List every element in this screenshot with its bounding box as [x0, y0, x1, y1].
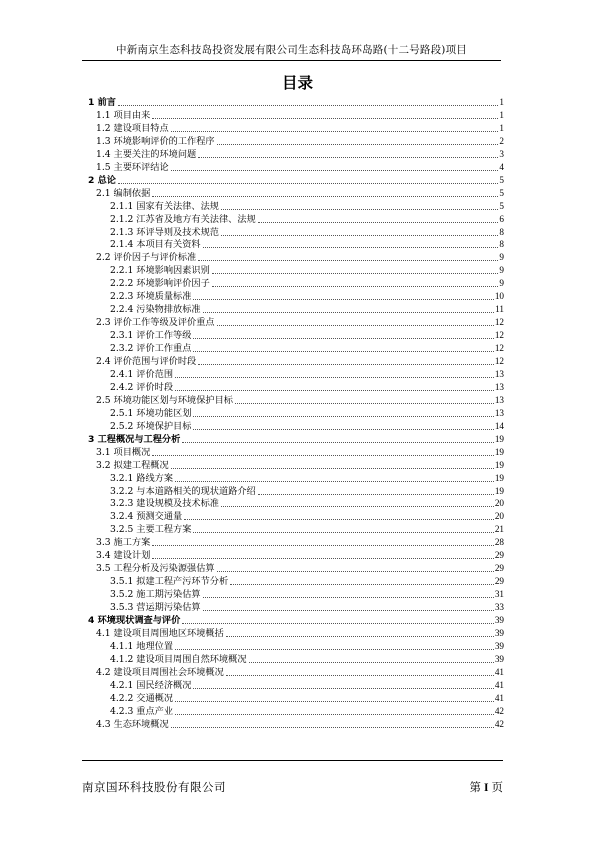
toc-entry[interactable] — [88, 200, 504, 212]
toc-dot-leader — [193, 428, 493, 430]
toc-entry-label: 3 工程概况与工程分析 — [88, 433, 181, 445]
toc-dot-leader — [235, 402, 494, 404]
toc-entry[interactable] — [88, 497, 504, 509]
toc-dot-leader — [175, 389, 494, 391]
toc-entry[interactable] — [88, 472, 504, 484]
toc-entry-page: 8 — [499, 239, 504, 250]
toc-entry[interactable] — [88, 627, 504, 639]
toc-dot-leader — [221, 208, 498, 210]
toc-entry-label: 2.3 评价工作等级及评价重点 — [96, 317, 215, 329]
toc-entry[interactable] — [88, 692, 504, 704]
toc-entry-page: 9 — [499, 252, 504, 263]
toc-entry-page: 9 — [499, 278, 504, 289]
toc-entry[interactable] — [88, 277, 504, 289]
toc-entry-page: 12 — [494, 356, 504, 366]
toc-entry-page: 21 — [494, 524, 504, 535]
toc-entry[interactable] — [88, 446, 504, 458]
toc-dot-leader — [152, 454, 494, 456]
toc-entry-label: 4.2.2 交通概况 — [110, 692, 174, 704]
toc-dot-leader — [203, 596, 494, 598]
footer-company: 南京国环科技股份有限公司 — [82, 780, 226, 794]
toc-entry-page: 2 — [499, 135, 504, 146]
toc-entry-label: 2.1.3 环评导则及技术规范 — [110, 226, 219, 238]
toc-dot-leader — [258, 221, 499, 223]
toc-entry[interactable] — [88, 718, 504, 730]
toc-entry-page: 5 — [499, 187, 504, 198]
toc-dot-leader — [171, 130, 499, 132]
toc-entry-page: 41 — [494, 666, 504, 677]
toc-dot-leader — [152, 195, 498, 197]
toc-entry-page: 20 — [494, 498, 504, 509]
toc-entry[interactable] — [88, 523, 504, 535]
toc-entry[interactable] — [88, 251, 504, 263]
toc-entry-label: 1.2 建设项目特点 — [96, 122, 169, 134]
toc-entry-label: 1 前言 — [88, 97, 116, 108]
toc-dot-leader — [221, 505, 494, 507]
toc-entry-page: 19 — [494, 472, 504, 483]
toc-entry-label: 3.1 项目概况 — [96, 446, 151, 458]
toc-entry-page: 4 — [499, 161, 504, 172]
toc-entry-page: 31 — [494, 589, 504, 600]
toc-entry-label: 2.3.1 评价工作等级 — [110, 330, 192, 342]
toc-dot-leader — [198, 156, 498, 158]
toc-entry-page: 33 — [494, 602, 504, 613]
page-title: 目录 — [281, 74, 313, 92]
toc-dot-leader — [230, 583, 494, 585]
toc-entry-label: 3.4 建设计划 — [96, 550, 151, 562]
toc-entry-label: 2.4 评价范围与评价时段 — [96, 356, 197, 367]
toc-entry-page: 12 — [494, 317, 504, 328]
toc-entry-label: 1.4 主要关注的环境问题 — [96, 148, 197, 160]
toc-dot-leader — [171, 726, 494, 728]
toc-dot-leader — [175, 648, 494, 650]
toc-entry[interactable] — [88, 135, 504, 147]
toc-entry-page: 29 — [494, 563, 504, 574]
toc-entry-label: 2.2.3 环境质量标准 — [110, 291, 192, 303]
toc-entry-label: 3.2.5 主要工程方案 — [110, 524, 192, 536]
toc-dot-leader — [182, 441, 494, 443]
toc-entry[interactable] — [88, 485, 504, 497]
toc-entry-label: 4.2.1 国民经济概况 — [110, 679, 192, 691]
toc-dot-leader — [258, 493, 494, 495]
toc-dot-leader — [184, 518, 494, 520]
toc-entry-page: 39 — [494, 653, 504, 664]
toc-entry[interactable] — [88, 433, 504, 445]
toc-entry-page: 3 — [499, 148, 504, 159]
toc-entry[interactable] — [88, 536, 504, 548]
toc-entry-label: 2 总论 — [88, 174, 116, 186]
toc-dot-leader — [152, 117, 498, 119]
toc-dot-leader — [152, 544, 494, 546]
toc-dot-leader — [118, 104, 498, 106]
toc-dot-leader — [193, 687, 493, 689]
toc-entry-label: 2.5 环境功能区划与环境保护目标 — [96, 394, 233, 406]
toc-entry-page: 19 — [494, 485, 504, 496]
toc-entry[interactable] — [88, 187, 504, 199]
toc-dot-leader — [226, 635, 494, 637]
toc-entry-page: 1 — [499, 122, 504, 133]
toc-entry-page: 42 — [494, 718, 504, 729]
toc-dot-leader — [182, 622, 494, 624]
toc-entry[interactable] — [88, 342, 504, 354]
footer-page-value: I — [484, 782, 489, 794]
toc-entry-page: 12 — [494, 343, 504, 354]
toc-entry-label: 2.2.1 环境影响因素识别 — [110, 265, 210, 277]
toc-entry-label: 3.5 工程分析及污染源强估算 — [96, 563, 215, 575]
toc-entry-page: 39 — [494, 627, 504, 638]
toc-dot-leader — [193, 298, 493, 300]
toc-entry-page: 29 — [494, 576, 504, 587]
toc-entry[interactable] — [88, 510, 504, 522]
toc-entry[interactable] — [88, 407, 504, 419]
toc-entry[interactable] — [88, 96, 504, 108]
toc-entry-label: 4.2 建设项目周围社会环境概况 — [96, 666, 224, 678]
toc-entry[interactable] — [88, 329, 504, 341]
toc-entry-label: 2.5.1 环境功能区划 — [110, 407, 192, 419]
toc-entry-label: 2.4.2 评价时段 — [110, 381, 174, 393]
toc-entry[interactable] — [88, 290, 504, 302]
toc-entry-page: 1 — [499, 109, 504, 120]
toc-dot-leader — [249, 661, 494, 663]
toc-dot-leader — [193, 337, 493, 339]
toc-entry-label: 4.1.2 建设项目周围自然环境概况 — [110, 653, 247, 665]
toc-dot-leader — [217, 324, 494, 326]
toc-entry[interactable] — [88, 666, 504, 678]
toc-entry[interactable] — [88, 705, 504, 717]
toc-entry[interactable] — [88, 148, 504, 160]
toc-entry-label: 2.1.1 国家有关法律、法规 — [110, 200, 219, 212]
toc-dot-leader — [212, 272, 499, 274]
toc-entry[interactable] — [88, 264, 504, 276]
toc-entry[interactable] — [88, 161, 504, 173]
toc-dot-leader — [193, 531, 493, 533]
toc-entry-page: 5 — [499, 200, 504, 211]
toc-entry[interactable] — [88, 575, 504, 587]
toc-entry-page: 39 — [494, 615, 504, 625]
toc-entry-page: 9 — [499, 265, 504, 276]
toc-entry-page: 39 — [494, 640, 504, 651]
toc-entry[interactable] — [88, 640, 504, 652]
table-of-contents — [88, 96, 504, 728]
toc-dot-leader — [203, 311, 495, 313]
toc-entry-label: 3.5.1 拟建工程产污环节分析 — [110, 576, 229, 588]
toc-entry[interactable] — [88, 459, 504, 471]
toc-entry[interactable] — [88, 394, 504, 406]
toc-entry[interactable] — [88, 226, 504, 238]
toc-entry-page: 29 — [494, 550, 504, 561]
toc-entry-page: 13 — [494, 381, 504, 392]
toc-entry-label: 2.1.2 江苏省及地方有关法律、法规 — [110, 213, 256, 225]
toc-entry-label: 2.2.4 污染物排放标准 — [110, 304, 201, 316]
toc-entry[interactable] — [88, 303, 504, 315]
toc-entry-label: 2.1.4 本项目有关资料 — [110, 239, 201, 251]
toc-dot-leader — [175, 480, 494, 482]
toc-entry-label: 3.2.1 路线方案 — [110, 472, 174, 484]
toc-entry-label: 4 环境现状调查与评价 — [88, 615, 181, 626]
footer-page-suffix: 页 — [491, 780, 503, 794]
toc-entry-page: 28 — [494, 537, 504, 548]
toc-entry-page: 13 — [494, 407, 504, 418]
toc-dot-leader — [193, 415, 493, 417]
toc-entry-page: 10 — [494, 291, 504, 302]
toc-entry-page: 12 — [494, 330, 504, 341]
toc-dot-leader — [212, 285, 499, 287]
toc-entry-label: 3.5.2 施工期污染估算 — [110, 589, 201, 601]
toc-entry-label: 2.5.2 环境保护目标 — [110, 420, 192, 432]
toc-entry-page: 11 — [495, 304, 504, 315]
toc-entry[interactable] — [88, 238, 504, 250]
toc-dot-leader — [198, 259, 498, 261]
toc-entry[interactable] — [88, 174, 504, 186]
toc-entry[interactable] — [88, 420, 504, 432]
toc-entry-label: 1.5 主要环评结论 — [96, 161, 169, 173]
toc-dot-leader — [203, 609, 494, 611]
toc-entry[interactable] — [88, 213, 504, 225]
toc-entry-label: 2.3.2 评价工作重点 — [110, 343, 192, 355]
toc-entry-page: 1 — [499, 97, 504, 107]
toc-dot-leader — [171, 169, 499, 171]
toc-entry-label: 3.2.2 与本道路相关的现状道路介绍 — [110, 485, 256, 497]
toc-entry-label: 1.3 环境影响评价的工作程序 — [96, 135, 215, 147]
toc-entry-label: 3.2.3 建设规模及技术标准 — [110, 498, 219, 510]
toc-dot-leader — [118, 182, 498, 184]
footer-page-number — [470, 779, 503, 795]
toc-dot-leader — [217, 570, 494, 572]
toc-dot-leader — [221, 234, 498, 236]
toc-entry-page: 41 — [494, 679, 504, 690]
toc-entry[interactable] — [88, 562, 504, 574]
toc-dot-leader — [203, 246, 499, 248]
toc-entry[interactable] — [88, 588, 504, 600]
toc-entry-page: 14 — [494, 420, 504, 431]
toc-dot-leader — [175, 700, 494, 702]
toc-entry-page: 13 — [494, 368, 504, 379]
toc-entry[interactable] — [88, 653, 504, 665]
toc-dot-leader — [175, 376, 494, 378]
toc-entry-page: 41 — [494, 692, 504, 703]
toc-entry[interactable] — [88, 109, 504, 121]
toc-entry-label: 2.2.2 环境影响评价因子 — [110, 278, 210, 290]
toc-entry[interactable] — [88, 122, 504, 134]
toc-entry-page: 13 — [494, 394, 504, 405]
toc-entry-page: 19 — [494, 446, 504, 457]
toc-entry[interactable] — [88, 549, 504, 561]
toc-entry-page: 6 — [499, 213, 504, 224]
toc-entry-label: 2.2 评价因子与评价标准 — [96, 252, 197, 264]
toc-entry-label: 3.2.4 预测交通量 — [110, 511, 183, 523]
toc-dot-leader — [171, 467, 494, 469]
toc-entry-label: 2.4.1 评价范围 — [110, 368, 174, 380]
toc-entry[interactable] — [88, 316, 504, 328]
toc-dot-leader — [217, 143, 499, 145]
running-header: 中新南京生态科技岛投资发展有限公司生态科技岛环岛路(十二号路段)项目 — [82, 43, 501, 61]
toc-entry-label: 1.1 项目由来 — [96, 109, 151, 121]
toc-entry-page: 8 — [499, 226, 504, 237]
toc-entry-page: 19 — [494, 459, 504, 470]
toc-entry-label: 3.3 施工方案 — [96, 537, 151, 549]
toc-entry[interactable] — [88, 355, 504, 367]
toc-dot-leader — [226, 674, 494, 676]
toc-entry[interactable] — [88, 614, 504, 626]
toc-dot-leader — [175, 713, 494, 715]
page-footer — [82, 760, 503, 794]
toc-entry-page: 5 — [499, 174, 504, 185]
toc-entry[interactable] — [88, 679, 504, 691]
footer-page-prefix: 第 — [469, 780, 482, 794]
toc-entry-label: 4.2.3 重点产业 — [110, 705, 174, 717]
toc-entry[interactable] — [88, 601, 504, 613]
toc-entry[interactable] — [88, 368, 504, 380]
toc-dot-leader — [152, 557, 494, 559]
toc-entry-label: 4.1 建设项目周围地区环境概括 — [96, 627, 224, 639]
toc-dot-leader — [198, 363, 494, 365]
toc-entry-page: 42 — [494, 705, 504, 716]
toc-entry-label: 3.5.3 营运期污染估算 — [110, 602, 201, 614]
toc-entry-label: 4.3 生态环境概况 — [96, 718, 169, 730]
toc-entry-label: 4.1.1 地理位置 — [110, 640, 174, 652]
toc-entry-page: 19 — [494, 433, 504, 444]
toc-entry-label: 2.1 编制依据 — [96, 187, 151, 199]
toc-entry-page: 20 — [494, 511, 504, 522]
toc-entry-label: 3.2 拟建工程概况 — [96, 459, 169, 471]
toc-entry[interactable] — [88, 381, 504, 393]
toc-dot-leader — [193, 350, 493, 352]
